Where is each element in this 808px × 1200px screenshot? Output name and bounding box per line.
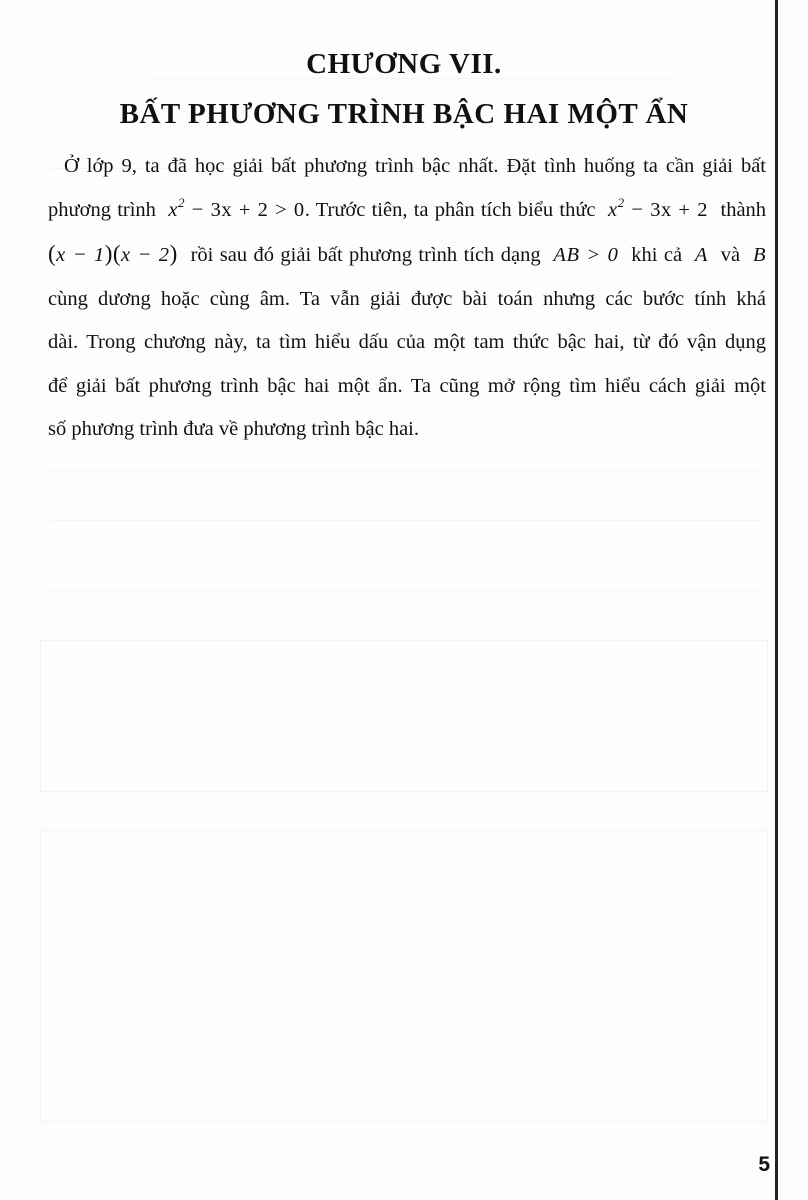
expression-formula	[608, 194, 708, 221]
intro-text: thành	[720, 198, 767, 221]
intro-line-3	[48, 232, 766, 278]
chapter-title: CHƯƠNG VII.	[306, 48, 502, 80]
formula-var: x	[608, 198, 618, 221]
intro-line-5: dài. Trong chương này, ta tìm hiểu dấu của một tam thức bậc hai, từ đó vận dụng	[48, 331, 766, 353]
chapter-subtitle: BẤT PHƯƠNG TRÌNH BẬC HAI MỘT ẨN	[119, 98, 689, 130]
intro-text: phương trình	[48, 198, 156, 221]
page-edge-border	[775, 0, 778, 1200]
inequality-formula	[168, 194, 305, 221]
intro-line-4: cùng dương hoặc cùng âm. Ta vẫn giải được bài toán nhưng các bước tính khá	[48, 287, 766, 310]
intro-text: và	[720, 244, 741, 266]
intro-line-1: Ở lớp 9, ta đã học giải bất phương trình bậc nhất. Đặt tình huống ta cần giải bất	[64, 155, 766, 177]
intro-line-2	[48, 189, 766, 233]
formula-exponent: 2	[178, 194, 186, 210]
variable-b: B	[752, 244, 767, 266]
factored-formula: (x − 1)(x − 2)	[48, 241, 178, 266]
formula-rest: − 3x + 2	[624, 198, 708, 221]
intro-text: . Trước tiên, ta phân tích biểu thức	[304, 198, 596, 221]
intro-text: khi cả	[631, 244, 683, 266]
factor-2: x − 2	[121, 244, 170, 266]
product-inequality: AB > 0	[553, 244, 619, 266]
intro-text: rồi sau đó giải bất phương trình tích dạng	[190, 244, 541, 266]
intro-line-7: số phương trình đưa về phương trình bậc hai.	[48, 418, 419, 440]
intro-line-6: để giải bất phương trình bậc hai một ẩn. Ta cũng mở rộng tìm hiểu cách giải một	[48, 374, 766, 397]
formula-var: x	[168, 198, 179, 221]
page-number: 5	[758, 1153, 770, 1176]
formula-exponent: 2	[617, 194, 625, 210]
factor-1: x − 1	[56, 244, 105, 266]
variable-a: A	[694, 244, 708, 266]
formula-rest: − 3x + 2 > 0	[185, 198, 305, 221]
intro-paragraph	[48, 145, 766, 452]
